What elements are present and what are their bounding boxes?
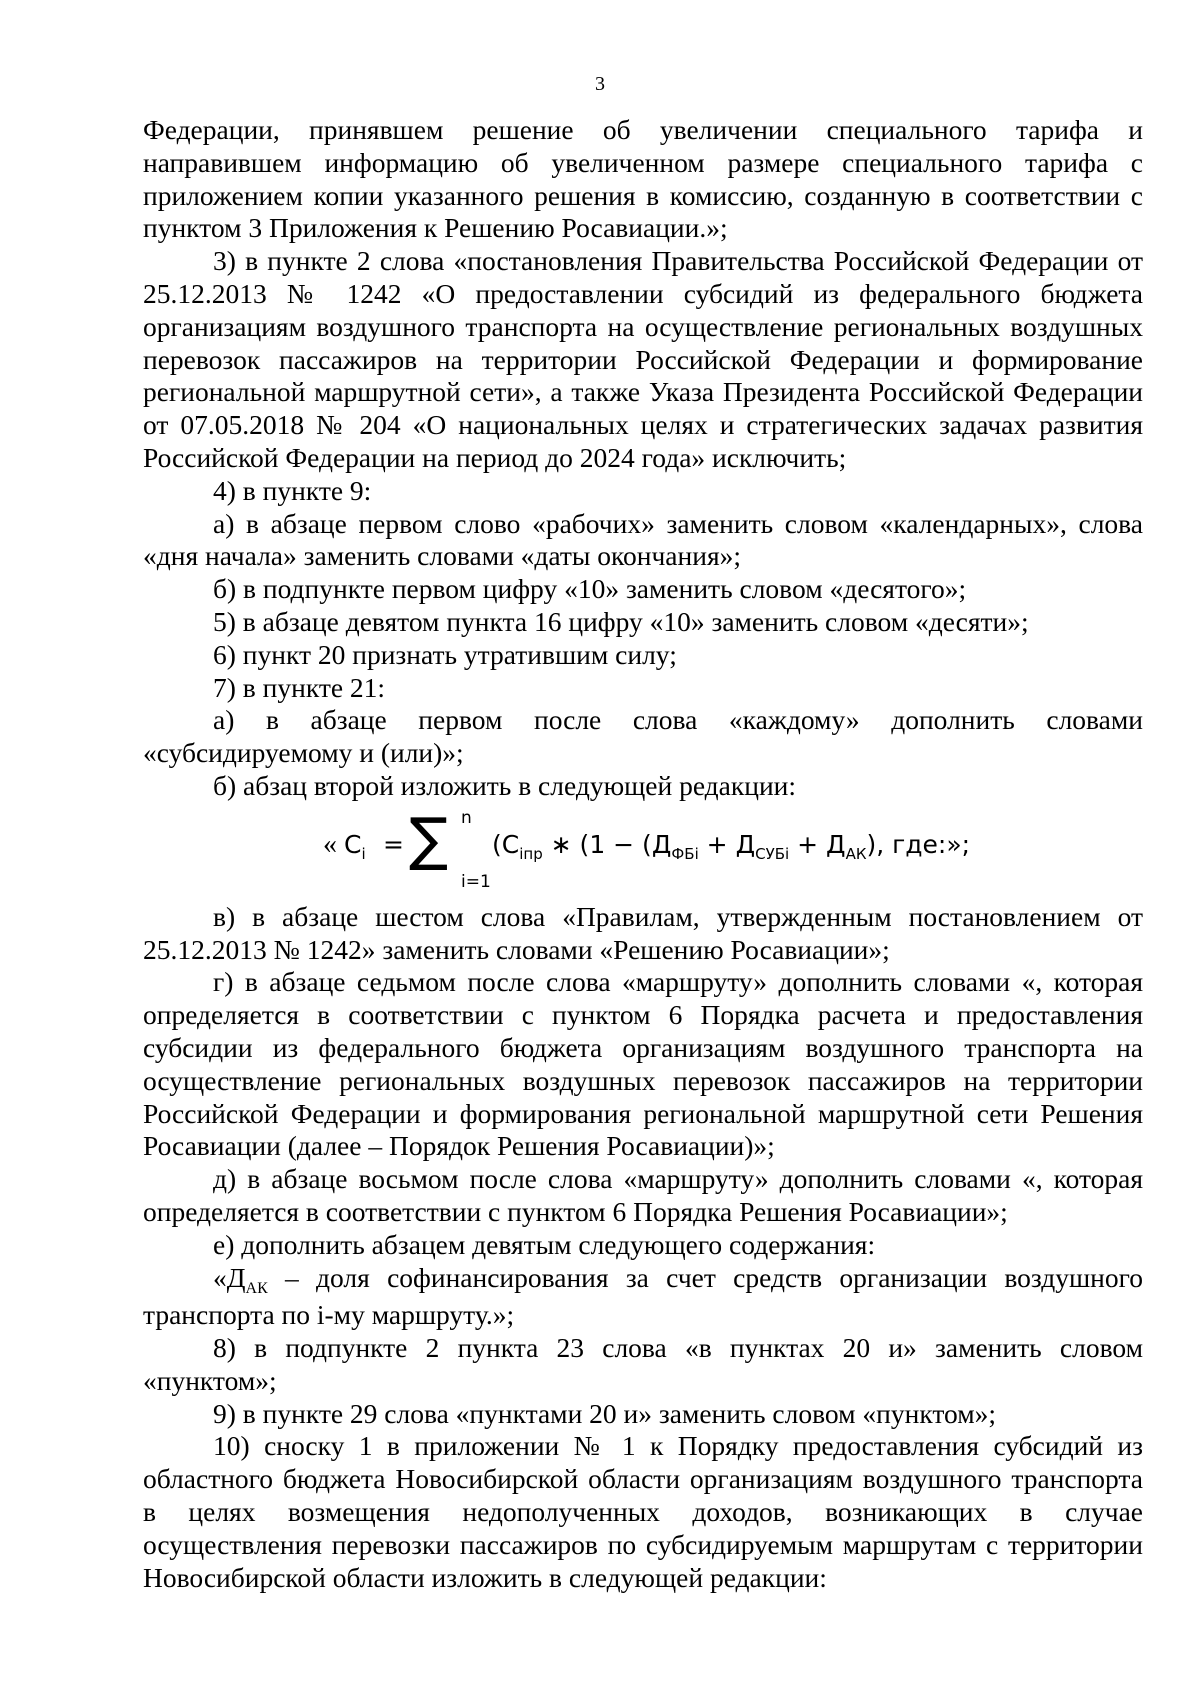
formula-open-quote: « (323, 828, 337, 860)
paragraph-item-4a: а) в абзаце первом слово «рабочих» заменить словом «календарных», слова «дня начала» заменить словами «даты окончания»; (143, 507, 1143, 572)
formula-body-part: (C (492, 829, 520, 859)
paragraph-item-7b: б) абзац второй изложить в следующей редакции: (213, 769, 797, 801)
formula-equals: = (383, 829, 404, 859)
paragraph-item-5: 5) в абзаце девятом пункта 16 цифру «10» заменить словом «десяти»; (213, 605, 1029, 637)
formula-body (492, 830, 970, 869)
paragraph-item-7a: а) в абзаце первом после слова «каждому» дополнить словами «субсидируемому и (или)»; (143, 704, 1143, 769)
formula-lhs-subscript: i (361, 844, 366, 863)
formula-body-part: + Д (789, 829, 846, 859)
paragraph-item-3: 3) в пункте 2 слова «постановления Правительства Российской Федерации от 25.12.2013 № 1242 «О предоставлении субсидий из федерального бюджета организациям воздушного транспорта на осуществление региональных воздушных перевозок пассажиров на территории Российской Федерации и формирование региональной маршрутной сети», а также Указа Президента Российской Федерации от 07.05.2018 № 204 «О национальных целях и стратегических задачах развития Российской Федерации на период до 2024 года» исключить; (143, 245, 1143, 473)
paragraph-item-8: 8) в подпункте 2 пункта 23 слова «в пунктах 20 и» заменить словом «пунктом»; (143, 1332, 1143, 1396)
formula-body-subscript: СУБi (755, 844, 790, 863)
formula-sum-symbol: ∑ (409, 804, 449, 873)
formula-lhs-symbol: C (344, 829, 362, 859)
paragraph-dak-definition (143, 1262, 1143, 1333)
dak-rest: – доля софинансирования за счет средств организации воздушного транспорта по i-му маршруту.»; (143, 1261, 1143, 1331)
dak-subscript: АК (245, 1279, 268, 1297)
paragraph-item-7g: г) в абзаце седьмом после слова «маршруту» дополнить словами «, которая определяется в соответствии с пунктом 6 Порядка расчета и предоставления субсидии из федерального бюджета организациям воздушного транспорта на осуществление региональных воздушных перевозок пассажиров на территории Российской Федерации и формирования региональной маршрутной сети Решения Росавиации (далее – Порядок Решения Росавиации)»; (143, 966, 1143, 1162)
formula-body-part: + Д (698, 829, 756, 859)
formula-lhs (344, 830, 366, 869)
formula-body-part: ∗ (1 − (Д (542, 829, 672, 859)
paragraph-item-7v: в) в абзаце шестом слова «Правилам, утвержденным постановлением от 25.12.2013 № 1242» заменить словами «Решению Росавиации»; (143, 900, 1143, 965)
formula (143, 803, 1143, 901)
paragraph-item-7: 7) в пункте 21: (213, 671, 386, 703)
paragraph-item-7e: е) дополнить абзацем девятым следующего содержания: (213, 1228, 876, 1260)
formula-sum-upper: n (461, 807, 472, 828)
paragraph-continuation: Федерации, принявшем решение об увеличении специального тарифа и направившем информацию об увеличенном размере специального тарифа с приложением копии указанного решения в комиссию, созданную в соответствии с пунктом 3 Приложения к Решению Росавиации.»; (143, 114, 1143, 244)
formula-body-subscript: АК (845, 844, 867, 863)
paragraph-item-6: 6) пункт 20 признать утратившим силу; (213, 638, 677, 670)
document-body (143, 114, 1143, 1594)
paragraph-item-10: 10) сноску 1 в приложении № 1 к Порядку предоставления субсидий из областного бюджета Новосибирской области организациям воздушного транспорта в целях возмещения недополученных доходов, возникающих в случае осуществления перевозки пассажиров по субсидируемым маршрутам с территории Новосибирской области изложить в следующей редакции: (143, 1430, 1143, 1593)
page-number: 3 (595, 73, 605, 95)
formula-body-part: ), где:»; (866, 829, 971, 859)
paragraph-item-4b: б) в подпункте первом цифру «10» заменить словом «десятого»; (213, 573, 967, 605)
formula-sum-lower: i=1 (461, 871, 491, 892)
formula-body-subscript: ФБi (671, 844, 699, 863)
paragraph-item-9: 9) в пункте 29 слова «пунктами 20 и» заменить словом «пунктом»; (213, 1397, 997, 1429)
paragraph-item-7d: д) в абзаце восьмом после слова «маршруту» дополнить словами «, которая определяется в соответствии с пунктом 6 Порядка Решения Росавиации»; (143, 1163, 1143, 1227)
formula-body-subscript: iпр (519, 844, 543, 863)
dak-prefix: «Д (213, 1261, 246, 1293)
paragraph-item-4: 4) в пункте 9: (213, 474, 372, 506)
